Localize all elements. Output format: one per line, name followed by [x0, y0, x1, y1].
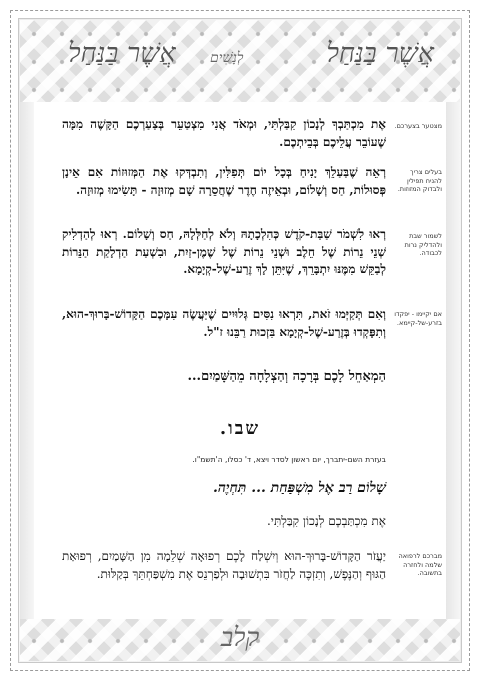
margin-note: מצטער בצערכם. — [394, 122, 442, 130]
greeting: שָׁלוֹם רַב אֶל מִשְׁפַּחַת ... תִּחְיֶה. — [212, 480, 386, 496]
closing-blessing: הַמְאַחֵל לָכֶם בְּרָכָה וְהַצְלָחָה מֵהַשָּׁמַיִם... — [187, 369, 386, 384]
body-paragraph: רְאֵה שֶׁבַּעַלֵךְ יָנִיחַ בְּכָל יוֹם תְּפִלִּין, וְתִבְדְּקוּ אֶת הַמְּזוּזוֹת אִם אֵינָן פְּסוּלוֹת, חַס וְשָׁלוֹם, וּבְאֵיזֶה חֶדֶר שֶׁחֲסֵרָה שָׁם מְזוּזָה - תָּשִׂימוּ מְזוּזָה. — [62, 165, 386, 197]
header-brand-left: אֲשֶׁר בַּנַּחַל — [68, 38, 176, 69]
frame-side-left — [20, 102, 34, 619]
dateline: בעזרת השם-יתברך, יום ראשון לסדר ויצא, ד' כסלו, ה'תשמ"ו. — [192, 455, 386, 464]
header-brand-right: אֲשֶׁר בַּנַּחַל — [326, 38, 434, 69]
header-subtitle: לְנָשִׁים — [210, 50, 244, 66]
margin-note: בעלים צריך להניח תפילין ולבדוק המזוזות. — [397, 168, 442, 193]
acknowledgement: אֶת מִכְתַּבְכֶם לְנָכוֹן קִבַּלְתִּי. — [266, 514, 386, 528]
margin-note: מברכם לרפואה שלמה ולחזרה בתשובה. — [398, 552, 442, 577]
body-paragraph: רְאוּ לִשְׁמֹר שַׁבַּת-קֹדֶשׁ כְּהִלְכָתָהּ וְלֹא לְחַלְּלָהּ, חַס וְשָׁלוֹם. רְאוּ לְהַדְלִיק שְׁנֵי נֵרוֹת שֶׁל חֵלֶב וּשְׁנֵי נֵרוֹת שֶׁל שֶׁמֶן-זַיִת, וּבִשְׁעַת הַדְלָקַת הַנֵּרוֹת לְבַקֵּשׁ מִמֶּנּוּ יִתְבָּרֵךְ, שֶׁיִּתֵּן לָךְ זֶרַע-שֶׁל-קְיָמָא. — [62, 227, 386, 276]
letter-title: שבו. — [219, 418, 261, 439]
body-paragraph: יַעֲזֹר הַקָּדוֹשׁ-בָּרוּךְ-הוּא וְיִשְׁלַח לָכֶם רְפוּאָה שְׁלֵמָה מִן הַשָּׁמַיִם, רְפוּאַת הַגּוּף וְהַנֶּפֶשׁ, וְתִזְכֶּה לַחֲזֹר בִּתְשׁוּבָה וּלְפַרְנֵס אֶת מִשְׁפַּחְתֵּךְ בְּקַלּוּת. — [62, 549, 386, 581]
page-number: קלב — [220, 623, 260, 653]
margin-note: לשמור שבת ולהדליק נרות לכבודה. — [404, 232, 442, 257]
body-paragraph: אֶת מִכְתַּבְךָ לְנָכוֹן קִבַּלְתִּי, וּמְאֹד אֲנִי מִצְטַעֵר בְּצַעַרְכֶם הַקָּשֶׁה מִמָּה שֶׁעוֹבֵר עֲלֵיכֶם בְּבֵיתְכֶם. — [62, 117, 386, 149]
frame-side-right — [446, 102, 460, 619]
body-paragraph: וְאִם תְּקַיְּמוּ זֹאת, תִּרְאוּ נִסִּים גְּלוּיִים שֶׁיַּעֲשֶׂה עִמָּכֶם הַקָּדוֹשׁ-בָּרוּךְ-הוּא, וְתִפָּקְדוּ בְּזֶרַע-שֶׁל-קְיָמָא בִּזְכוּת רַבֵּנוּ ז"ל. — [62, 307, 386, 339]
margin-note: אם יקיימו - יפקדו בזרע-של-קיימא. — [394, 310, 442, 327]
